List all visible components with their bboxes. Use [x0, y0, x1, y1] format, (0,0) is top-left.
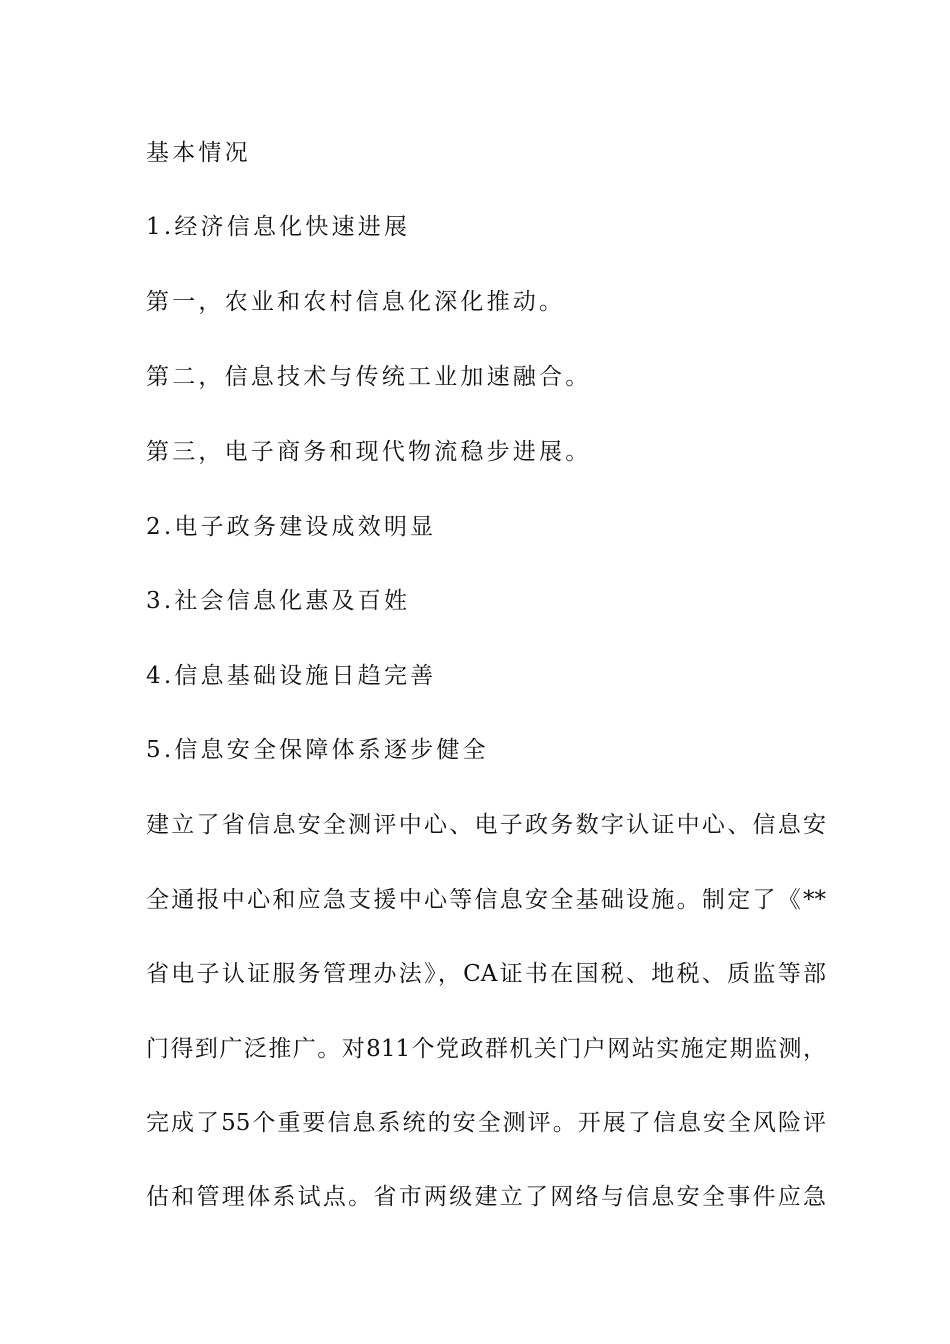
list-item: 第三，电子商务和现代物流稳步进展。 [146, 439, 592, 465]
paragraph-line: 估和管理体系试点。省市两级建立了网络与信息安全事件应急 [146, 1184, 826, 1210]
paragraph-line: 全通报中心和应急支援中心等信息安全基础设施。制定了《** [146, 887, 826, 913]
paragraph-line: 省电子认证服务管理办法》，CA证书在国税、地税、质监等部 [146, 961, 826, 987]
subsection-heading: 2.电子政务建设成效明显 [146, 514, 437, 540]
list-item: 第一，农业和农村信息化深化推动。 [146, 289, 566, 315]
list-item: 第二，信息技术与传统工业加速融合。 [146, 364, 592, 390]
paragraph-line: 完成了55个重要信息系统的安全测评。开展了信息安全风险评 [146, 1110, 826, 1136]
subsection-heading: 4.信息基础设施日趋完善 [146, 663, 437, 689]
paragraph-line: 建立了省信息安全测评中心、电子政务数字认证中心、信息安 [146, 812, 826, 838]
paragraph-line: 门得到广泛推广。对811个党政群机关门户网站实施定期监测， [146, 1036, 826, 1062]
subsection-heading: 5.信息安全保障体系逐步健全 [146, 737, 489, 763]
subsection-heading: 1.经济信息化快速进展 [146, 214, 411, 240]
section-heading: 基本情况 [146, 140, 251, 166]
subsection-heading: 3.社会信息化惠及百姓 [146, 588, 411, 614]
